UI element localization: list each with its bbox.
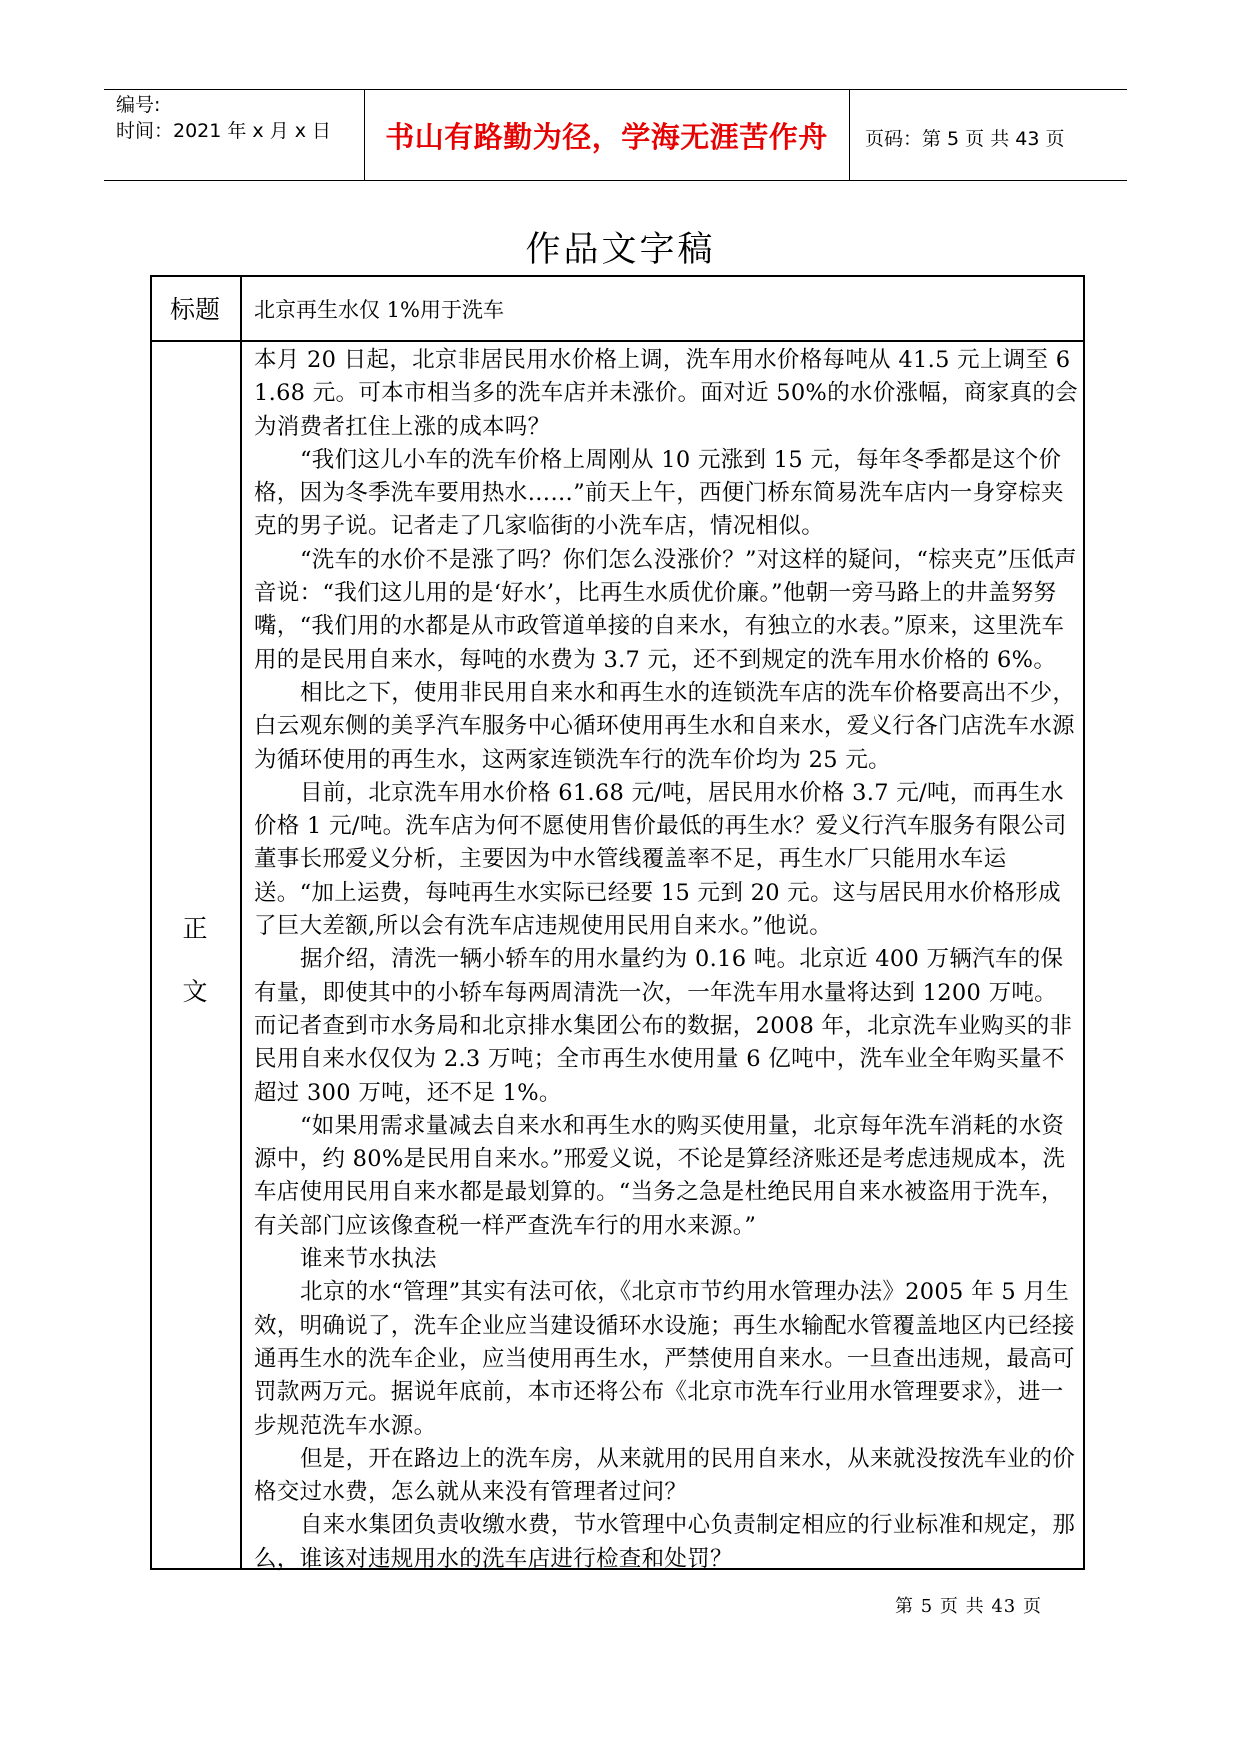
header-bottom-rule: [104, 180, 1127, 181]
paragraph: 目前，北京洗车用水价格 61.68 元/吨，居民用水价格 3.7 元/吨，而再生水价格 1 元/吨。洗车店为何不愿使用售价最低的再生水？爱义行汽车服务有限公司董事长邢爱义分析，主要因为中水管线覆盖率不足，再生水厂只能用水车运送。“加上运费，每吨再生水实际已经要 15 元到 20 元。这与居民用水价格形成了巨大差额,所以会有洗车店违规使用民用自来水。”他说。: [254, 779, 1067, 940]
serial-number-label: 编号:: [116, 94, 161, 116]
body-label-first: 正: [182, 914, 208, 943]
article-title: 北京再生水仅 1%用于洗车: [254, 298, 504, 322]
header-top-rule: [104, 89, 1127, 90]
paragraph: 但是，开在路边上的洗车房，从来就用的民用自来水，从来就没按洗车业的价格交过水费，怎么就从来没有管理者过问？: [254, 1445, 1076, 1506]
paragraph: 自来水集团负责收缴水费，节水管理中心负责制定相应的行业标准和规定，那么，谁该对违规用水的洗车店进行检查和处罚？: [254, 1512, 1076, 1572]
body-label-second: 文: [182, 977, 208, 1006]
table-row-divider: [150, 340, 1085, 342]
paragraph: “洗车的水价不是涨了吗？你们怎么没涨价？”对这样的疑问，“棕夹克”压低声音说：“我们这儿用的是‘好水’，比再生水质优价廉。”他朝一旁马路上的井盖努努嘴，“我们用的水都是从市政管道单接的自来水，有独立的水表。”原来，这里洗车用的是民用自来水，每吨的水费为 3.7 元，还不到规定的洗车用水价格的 6%。: [254, 546, 1077, 673]
paragraph: 相比之下，使用非民用自来水和再生水的连锁洗车店的洗车价格要高出不少，白云观东侧的美孚汽车服务中心循环使用再生水和自来水，爱义行各门店洗车水源为循环使用的再生水，这两家连锁洗车行的洗车价均为 25 元。: [254, 679, 1076, 773]
paragraph: 据介绍，清洗一辆小轿车的用水量约为 0.16 吨。北京近 400 万辆汽车的保有量，即使其中的小轿车每两周清洗一次，一年洗车用水量将达到 1200 万吨。而记者查到市水务局和北京排水集团公布的数据，2008 年，北京洗车业购买的非民用自来水仅仅为 2.3 万吨；全市再生水使用量 6 亿吨中，洗车业全年购买量不超过 300 万吨，还不足 1%。: [254, 946, 1073, 1106]
date-text: 时间：2021 年 x 月 x 日: [116, 120, 332, 142]
paragraph: 北京的水“管理”其实有法可依，《北京市节约用水管理办法》2005 年 5 月生效，明确说了，洗车企业应当建设循环水设施；再生水输配水管覆盖地区内已经接通再生水的洗车企业，应当使用再生水，严禁使用自来水。一旦查出违规，最高可罚款两万元。据说年底前，本市还将公布《北京市洗车行业用水管理要求》，进一步规范洗车水源。: [254, 1279, 1075, 1439]
header-page-info: 页码：第 5 页 共 43 页: [865, 128, 1065, 150]
header-divider-right: [849, 89, 850, 180]
title-label: 标题: [169, 295, 220, 324]
header-motto: 书山有路勤为径，学海无涯苦作舟: [385, 120, 828, 154]
section-subheading: 谁来节水执法: [300, 1246, 437, 1273]
paragraph: “如果用需求量减去自来水和再生水的购买使用量，北京每年洗车消耗的水资源中，约 80%是民用自来水。”邢爱义说，不论是算经济账还是考虑违规成本，洗车店使用民用自来水都是最划算的。“当务之急是杜绝民用自来水被盗用于洗车，有关部门应该像查税一样严查洗车行的用水来源。”: [254, 1112, 1066, 1239]
footer-page-number: 第 5 页 共 43 页: [895, 1596, 1042, 1617]
document-heading: 作品文字稿: [525, 230, 716, 270]
paragraph: “我们这儿小车的洗车价格上周刚从 10 元涨到 15 元，每年冬季都是这个价格，因为冬季洗车要用热水……”前天上午，西便门桥东简易洗车店内一身穿棕夹克的男子说。记者走了几家临街的小洗车店，情况相似。: [254, 446, 1064, 540]
table-column-divider: [240, 275, 242, 1570]
header-meta: [116, 92, 331, 144]
paragraph: 本月 20 日起，北京非居民用水价格上调，洗车用水价格每吨从 41.5 元上调至 61.68 元。可本市相当多的洗车店并未涨价。面对近 50%的水价涨幅，商家真的会为消费者扛住上涨的成本吗？: [254, 347, 1078, 440]
article-body: [254, 344, 1079, 1576]
